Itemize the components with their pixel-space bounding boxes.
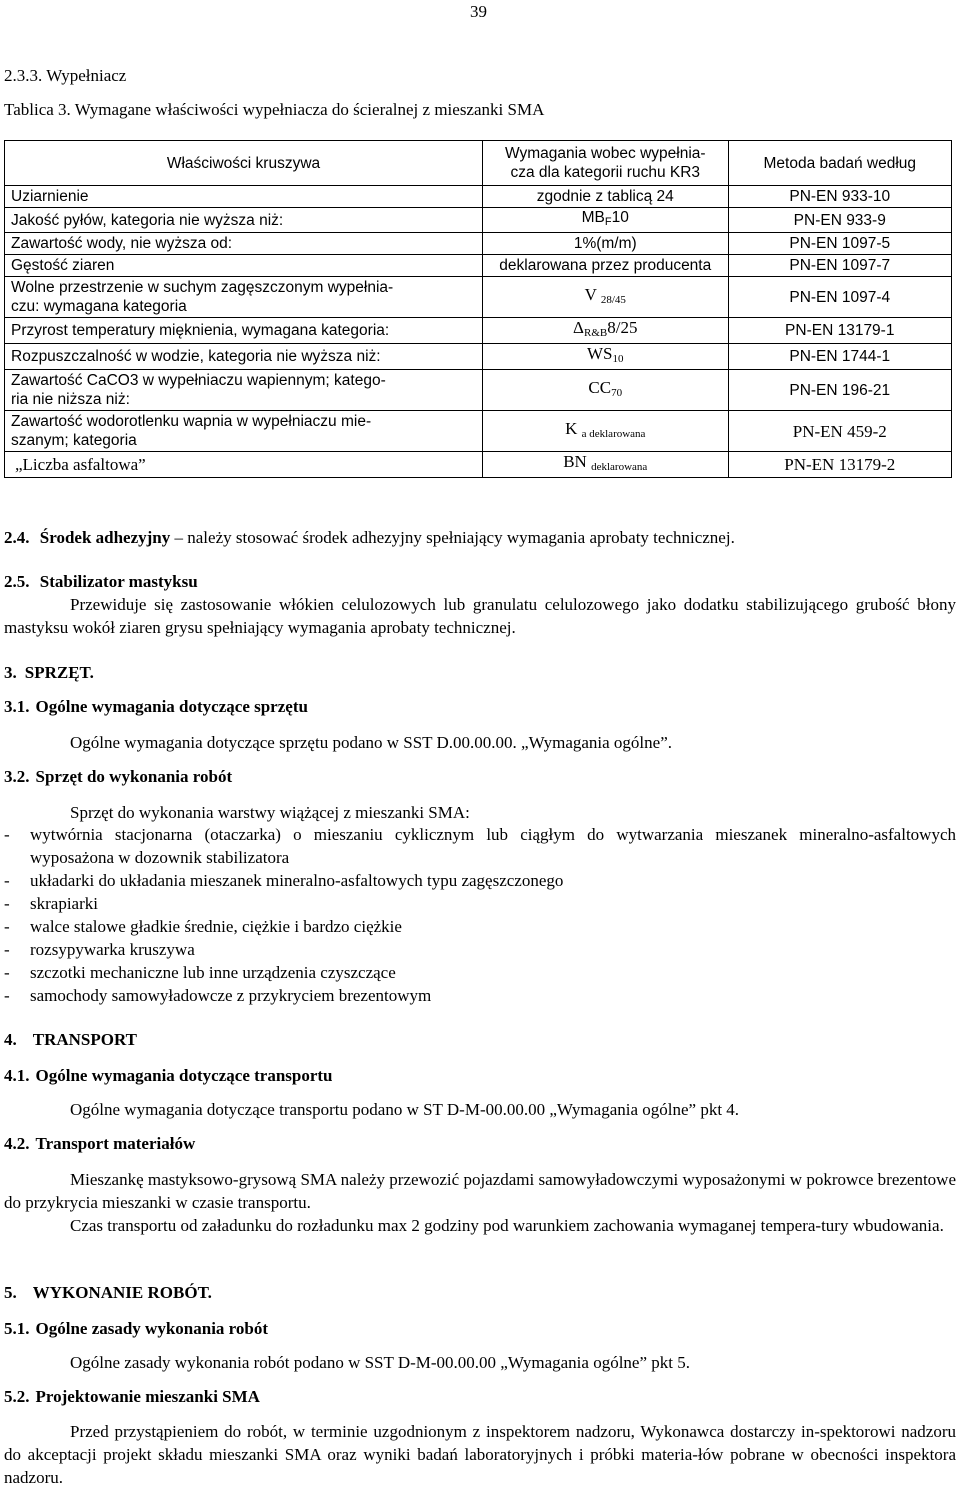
cell-property: Wolne przestrzenie w suchym zagęszczonym wypełnia- czu: wymagana kategoria — [5, 277, 483, 318]
header-requirements: Wymagania wobec wypełnia- cza dla kategorii ruchu KR3 — [483, 141, 729, 186]
section-3-1-text: Ogólne wymagania dotyczące sprzętu podano w SST D.00.00.00. „Wymagania ogólne”. — [70, 733, 672, 752]
cell-property: Zawartość CaCO3 w wypełniaczu wapiennym; katego- ria nie niższa niż: — [5, 370, 483, 411]
section-2-4-text: – należy stosować środek adhezyjny spełniający wymagania aprobaty technicznej. — [170, 528, 735, 547]
section-2-5-paragraph: Przewiduje się zastosowanie włókien celulozowych lub granulatu celulozowego jako dodatku stabilizującego grubość błony mastyksu wokół ziaren grysu spełniający wymagania aprobaty technicznej. — [4, 595, 956, 637]
table-row — [5, 186, 952, 208]
cell-requirement: BN $_{deklarowana}$ — [483, 452, 729, 478]
cell-requirement: $\Delta_{R\&B}8/25$ — [483, 318, 729, 344]
table-row — [5, 411, 952, 452]
section-4-2-paragraph-1: Mieszankę mastyksowo-grysową SMA należy przewozić pojazdami samowyładowczymi wyposażonymi w pokrowce brezentowe do przykrycia mieszanki w czasie transportu. — [4, 1170, 956, 1212]
cell-property: Uziarnienie — [5, 186, 483, 208]
section-3-2-intro: Sprzęt do wykonania warstwy wiążącej z mieszanki SMA: — [70, 803, 470, 822]
cell-property: Jakość pyłów, kategoria nie wyższa niż: — [5, 208, 483, 233]
section-5-2-paragraph: Przed przystąpieniem do robót, w terminie uzgodnionym z inspektorem nadzoru, Wykonawca dostarczy in-spektorowi nadzoru do akceptacji projekt składu mieszanki SMA oraz wyniki badań laboratoryjnych i próbki materia-łów pobrane w obecności inspektora nadzoru. — [4, 1422, 956, 1487]
section-5-1-heading: 5.1. Ogólne zasady wykonania robót — [4, 1319, 269, 1338]
cell-property: „Liczba asfaltowa” — [5, 452, 483, 478]
section-2-4-title: Środek adhezyjny — [39, 528, 171, 547]
cell-method: PN-EN 933-9 — [728, 208, 951, 233]
cell-method: PN-EN 196-21 — [728, 370, 951, 411]
cell-method: PN-EN 1097-7 — [728, 255, 951, 277]
cell-property: Gęstość ziaren — [5, 255, 483, 277]
cell-method: PN-EN 933-10 — [728, 186, 951, 208]
cell-requirement: V $_{28/45}$ — [483, 277, 729, 318]
cell-property: Zawartość wody, nie wyższa od: — [5, 233, 483, 255]
header-properties: Właściwości kruszywa — [5, 141, 483, 186]
table-row — [5, 344, 952, 370]
cell-requirement: deklarowana przez producenta — [483, 255, 729, 277]
cell-property: Przyrost temperatury mięknienia, wymagana kategoria: — [5, 318, 483, 344]
table-header-row — [5, 141, 952, 186]
table-row — [5, 208, 952, 233]
section-4-1-text: Ogólne wymagania dotyczące transportu podano w ST D-M-00.00.00 „Wymagania ogólne” pkt 4. — [70, 1100, 740, 1119]
cell-method: PN-EN 13179-2 — [728, 452, 951, 478]
section-5-2-heading: 5.2. Projektowanie mieszanki SMA — [4, 1387, 260, 1406]
page-number: 39 — [470, 2, 487, 21]
cell-method: PN-EN 1097-4 — [728, 277, 951, 318]
table-row — [5, 277, 952, 318]
section-3-2-heading: 3.2. Sprzęt do wykonania robót — [4, 767, 233, 786]
cell-requirement: 1%(m/m) — [483, 233, 729, 255]
table-row — [5, 255, 952, 277]
section-5-1-text: Ogólne zasady wykonania robót podano w SST D-M-00.00.00 „Wymagania ogólne” pkt 5. — [70, 1353, 690, 1372]
header-method: Metoda badań według — [728, 141, 951, 186]
section-2-5-heading: 2.5. Stabilizator mastyksu — [4, 572, 198, 591]
cell-method: PN-EN 1097-5 — [728, 233, 951, 255]
table-row — [5, 318, 952, 344]
requirements-table — [4, 140, 952, 478]
cell-requirement: $MB_F10$ — [483, 208, 729, 233]
section-4-heading: 4. TRANSPORT — [4, 1030, 137, 1049]
section-4-1-heading: 4.1. Ogólne wymagania dotyczące transportu — [4, 1066, 333, 1085]
section-4-2-heading: 4.2. Transport materiałów — [4, 1134, 196, 1153]
cell-requirement: K $_{a deklarowana}$ — [483, 411, 729, 452]
table-row — [5, 370, 952, 411]
table-row — [5, 233, 952, 255]
cell-requirement: zgodnie z tablicą 24 — [483, 186, 729, 208]
cell-method: PN-EN 1744-1 — [728, 344, 951, 370]
section-3-heading: 3. SPRZĘT. — [4, 663, 94, 682]
section-3-1-heading: 3.1. Ogólne wymagania dotyczące sprzętu — [4, 697, 308, 716]
cell-method: PN-EN 459-2 — [728, 411, 951, 452]
cell-property: Zawartość wodorotlenku wapnia w wypełniaczu mie- szanym; kategoria — [5, 411, 483, 452]
section-2-4-number: 2.4. — [4, 528, 30, 547]
section-2-4 — [4, 528, 735, 548]
section-5-heading: 5. WYKONANIE ROBÓT. — [4, 1283, 212, 1302]
cell-property: Rozpuszczalność w wodzie, kategoria nie wyższa niż: — [5, 344, 483, 370]
table-row — [5, 452, 952, 478]
cell-requirement: $WS_{10}$ — [483, 344, 729, 370]
table-caption: Tablica 3. Wymagane właściwości wypełniacza do ścieralnej z mieszanki SMA — [4, 100, 545, 119]
cell-requirement: $CC_{70}$ — [483, 370, 729, 411]
cell-method: PN-EN 13179-1 — [728, 318, 951, 344]
section-heading-2-3-3: 2.3.3. Wypełniacz — [4, 66, 127, 85]
section-4-2-paragraph-2: Czas transportu od załadunku do rozładunku max 2 godziny pod warunkiem zachowania wymaganej tempera-tury wbudowania. — [70, 1216, 944, 1235]
